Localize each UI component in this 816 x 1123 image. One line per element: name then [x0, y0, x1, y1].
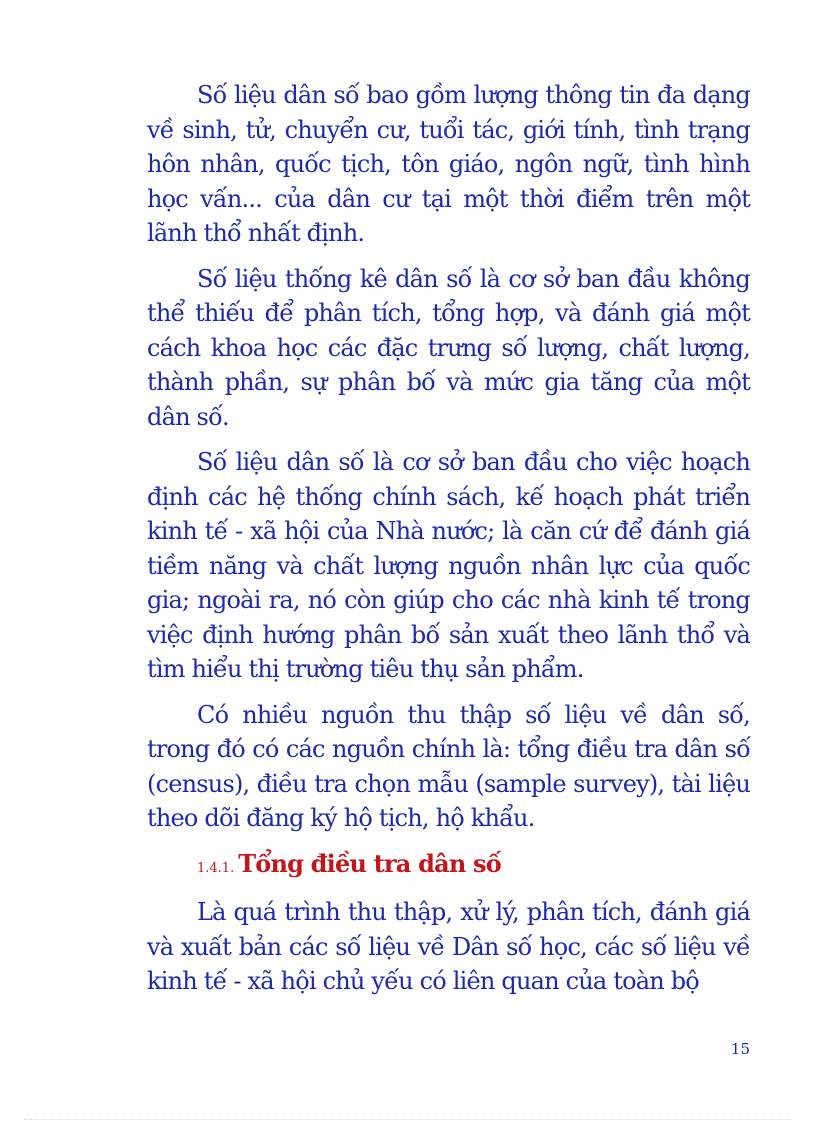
body-text — [147, 78, 750, 1010]
paragraph-3: Số liệu dân số là cơ sở ban đầu cho việc hoạch định các hệ thống chính sách, kế hoạch phát triển kinh tế - xã hội của Nhà nước; là căn cứ để đánh giá tiềm năng và chất lượng nguồn nhân lực của quốc gia; ngoài ra, nó còn giúp cho các nhà kinh tế trong việc định hướng phân bố sản xuất theo lãnh thổ và tìm hiểu thị trường tiêu thụ sản phẩm. — [147, 448, 750, 683]
paragraph-2: Số liệu thống kê dân số là cơ sở ban đầu không thể thiếu để phân tích, tổng hợp, và đánh giá một cách khoa học các đặc trưng số lượng, chất lượng, thành phần, sự phân bố và mức gia tăng của một dân số. — [147, 264, 750, 431]
page-bottom-rule — [24, 1119, 792, 1120]
section-number: 1.4.1. — [197, 860, 235, 876]
paragraph-4: Có nhiều nguồn thu thập số liệu về dân số, trong đó có các nguồn chính là: tổng điều tra dân số (census), điều tra chọn mẫu (sample survey), tài liệu theo dõi đăng ký hộ tịch, hộ khẩu. — [147, 700, 750, 832]
page-number: 15 — [730, 1040, 750, 1058]
section-paragraph: Là quá trình thu thập, xử lý, phân tích, đánh giá và xuất bản các số liệu về Dân số học, các số liệu về kinh tế - xã hội chủ yếu có liên quan của toàn bộ — [147, 898, 750, 995]
section-heading — [147, 847, 750, 887]
paragraph-1: Số liệu dân số bao gồm lượng thông tin đa dạng về sinh, tử, chuyển cư, tuổi tác, giới tính, tình trạng hôn nhân, quốc tịch, tôn giáo, ngôn ngữ, tình hình học vấn... của dân cư tại một thời điểm trên một lãnh thổ nhất định. — [147, 81, 750, 247]
section-title: Tổng điều tra dân số — [238, 848, 501, 878]
